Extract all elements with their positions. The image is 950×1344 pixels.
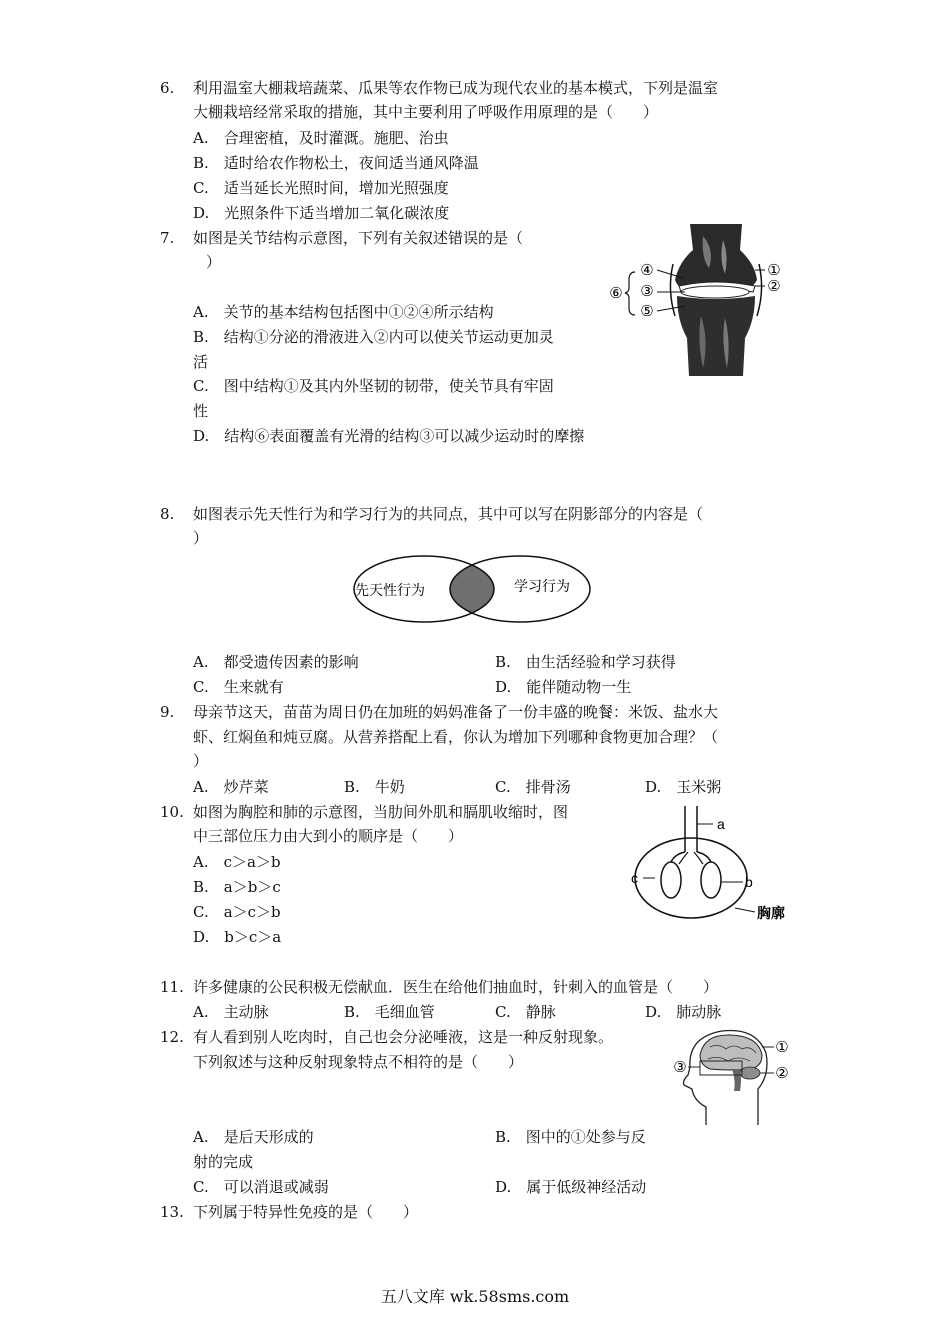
q6-option-a: A. 合理密植，及时灌溉。施肥、治虫 (193, 129, 449, 147)
q7-option-c-line2: 性 (193, 402, 209, 420)
q13-number: 13. (160, 1203, 184, 1221)
lung-diagram (625, 802, 795, 924)
q12-option-b-line1: B. 图中的①处参与反 (495, 1128, 646, 1146)
q9-stem-line2: 虾、红焖鱼和炖豆腐。从营养搭配上看，你认为增加下列哪种食物更加合理？（ (193, 728, 719, 746)
q9-option-b: B. 牛奶 (344, 778, 405, 796)
q11-number: 11. (160, 978, 184, 996)
joint-label-3: ③ (640, 282, 654, 300)
venn-right-label: 学习行为 (514, 579, 570, 595)
q11-option-c: C. 静脉 (495, 1003, 556, 1021)
q7-option-a: A. 关节的基本结构包括图中①②④所示结构 (193, 303, 494, 321)
q6-option-c: C. 适当延长光照时间，增加光照强度 (193, 179, 449, 197)
brain-label-3: ③ (673, 1058, 687, 1076)
q10-option-c: C. a＞c＞b (193, 903, 281, 921)
q7-option-b-line2: 活 (193, 353, 209, 371)
lung-label-chest: 胸廓 (757, 906, 785, 922)
q11-stem-line1: 许多健康的公民积极无偿献血．医生在给他们抽血时，针刺入的血管是（ ） (193, 978, 719, 996)
lung-label-a: a (717, 816, 725, 832)
brain-head-diagram (670, 1025, 795, 1130)
joint-label-2: ② (767, 277, 781, 295)
q10-option-a: A. c＞a＞b (193, 853, 281, 871)
q7-option-b-line1: B. 结构①分泌的滑液进入②内可以使关节运动更加灵 (193, 328, 554, 346)
q12-number: 12. (160, 1028, 184, 1046)
q8-stem-line2: ） (193, 529, 209, 547)
lung-label-c: c (631, 870, 638, 886)
q6-option-d: D. 光照条件下适当增加二氧化碳浓度 (193, 204, 450, 222)
joint-diagram (605, 220, 790, 380)
q11-option-a: A. 主动脉 (193, 1003, 269, 1021)
q6-number: 6. (160, 79, 175, 97)
q9-option-a: A. 炒芹菜 (193, 778, 269, 796)
footer-watermark: 五八文库 wk.58sms.com (380, 1287, 570, 1306)
q8-stem-line1: 如图表示先天性行为和学习行为的共同点，其中可以写在阴影部分的内容是（ (193, 505, 704, 523)
q8-number: 8. (160, 505, 175, 523)
q9-number: 9. (160, 703, 175, 721)
q6-stem-line1: 利用温室大棚栽培蔬菜、瓜果等农作物已成为现代农业的基本模式，下列是温室 (193, 79, 719, 97)
q6-option-b: B. 适时给农作物松土，夜间适当通风降温 (193, 154, 479, 172)
q8-option-d: D. 能伴随动物一生 (495, 678, 632, 696)
joint-label-1: ① (767, 261, 781, 279)
q13-stem-line1: 下列属于特异性免疫的是（ ） (193, 1203, 419, 1221)
q12-option-b-line2: 射的完成 (193, 1153, 254, 1171)
lung-label-b: b (745, 874, 753, 890)
q12-option-d: D. 属于低级神经活动 (495, 1178, 647, 1196)
q7-number: 7. (160, 229, 175, 247)
q6-stem-line2: 大棚栽培经常采取的措施，其中主要利用了呼吸作用原理的是（ ） (193, 103, 659, 121)
q9-option-d: D. 玉米粥 (645, 778, 722, 796)
q8-option-b: B. 由生活经验和学习获得 (495, 653, 676, 671)
brain-label-1: ① (775, 1038, 789, 1056)
q10-number: 10. (160, 803, 184, 821)
joint-label-6: ⑥ (609, 284, 623, 302)
q7-option-c-line1: C. 图中结构①及其内外坚韧的韧带，使关节具有牢固 (193, 377, 554, 395)
q10-stem-line2: 中三部位压力由大到小的顺序是（ ） (193, 827, 464, 845)
venn-diagram (352, 553, 594, 625)
q10-option-d: D. b＞c＞a (193, 928, 282, 946)
q12-option-c: C. 可以消退或减弱 (193, 1178, 329, 1196)
q9-stem-line1: 母亲节这天，苗苗为周日仍在加班的妈妈准备了一份丰盛的晚餐：米饭、盐水大 (193, 703, 719, 721)
q8-option-a: A. 都受遗传因素的影响 (193, 653, 359, 671)
q11-option-b: B. 毛细血管 (344, 1003, 435, 1021)
q7-stem-line2: ） (206, 253, 222, 271)
q8-option-c: C. 生来就有 (193, 678, 284, 696)
q9-option-c: C. 排骨汤 (495, 778, 571, 796)
q9-stem-line3: ） (193, 752, 209, 770)
venn-left-label: 先天性行为 (355, 583, 425, 599)
q12-stem-line2: 下列叙述与这种反射现象特点不相符的是（ ） (193, 1053, 524, 1071)
brain-label-2: ② (775, 1064, 789, 1082)
q7-stem-line1: 如图是关节结构示意图，下列有关叙述错误的是（ (193, 229, 524, 247)
q11-option-d: D. 肺动脉 (645, 1003, 722, 1021)
q10-stem-line1: 如图为胸腔和肺的示意图，当肋间外肌和膈肌收缩时，图 (193, 803, 569, 821)
q7-option-d: D. 结构⑥表面覆盖有光滑的结构③可以减少运动时的摩擦 (193, 427, 585, 445)
q12-option-a: A. 是后天形成的 (193, 1128, 314, 1146)
joint-label-5: ⑤ (640, 302, 654, 320)
joint-label-4: ④ (640, 261, 654, 279)
q12-stem-line1: 有人看到别人吃肉时，自己也会分泌唾液，这是一种反射现象。 (193, 1028, 614, 1046)
q10-option-b: B. a＞b＞c (193, 878, 281, 896)
